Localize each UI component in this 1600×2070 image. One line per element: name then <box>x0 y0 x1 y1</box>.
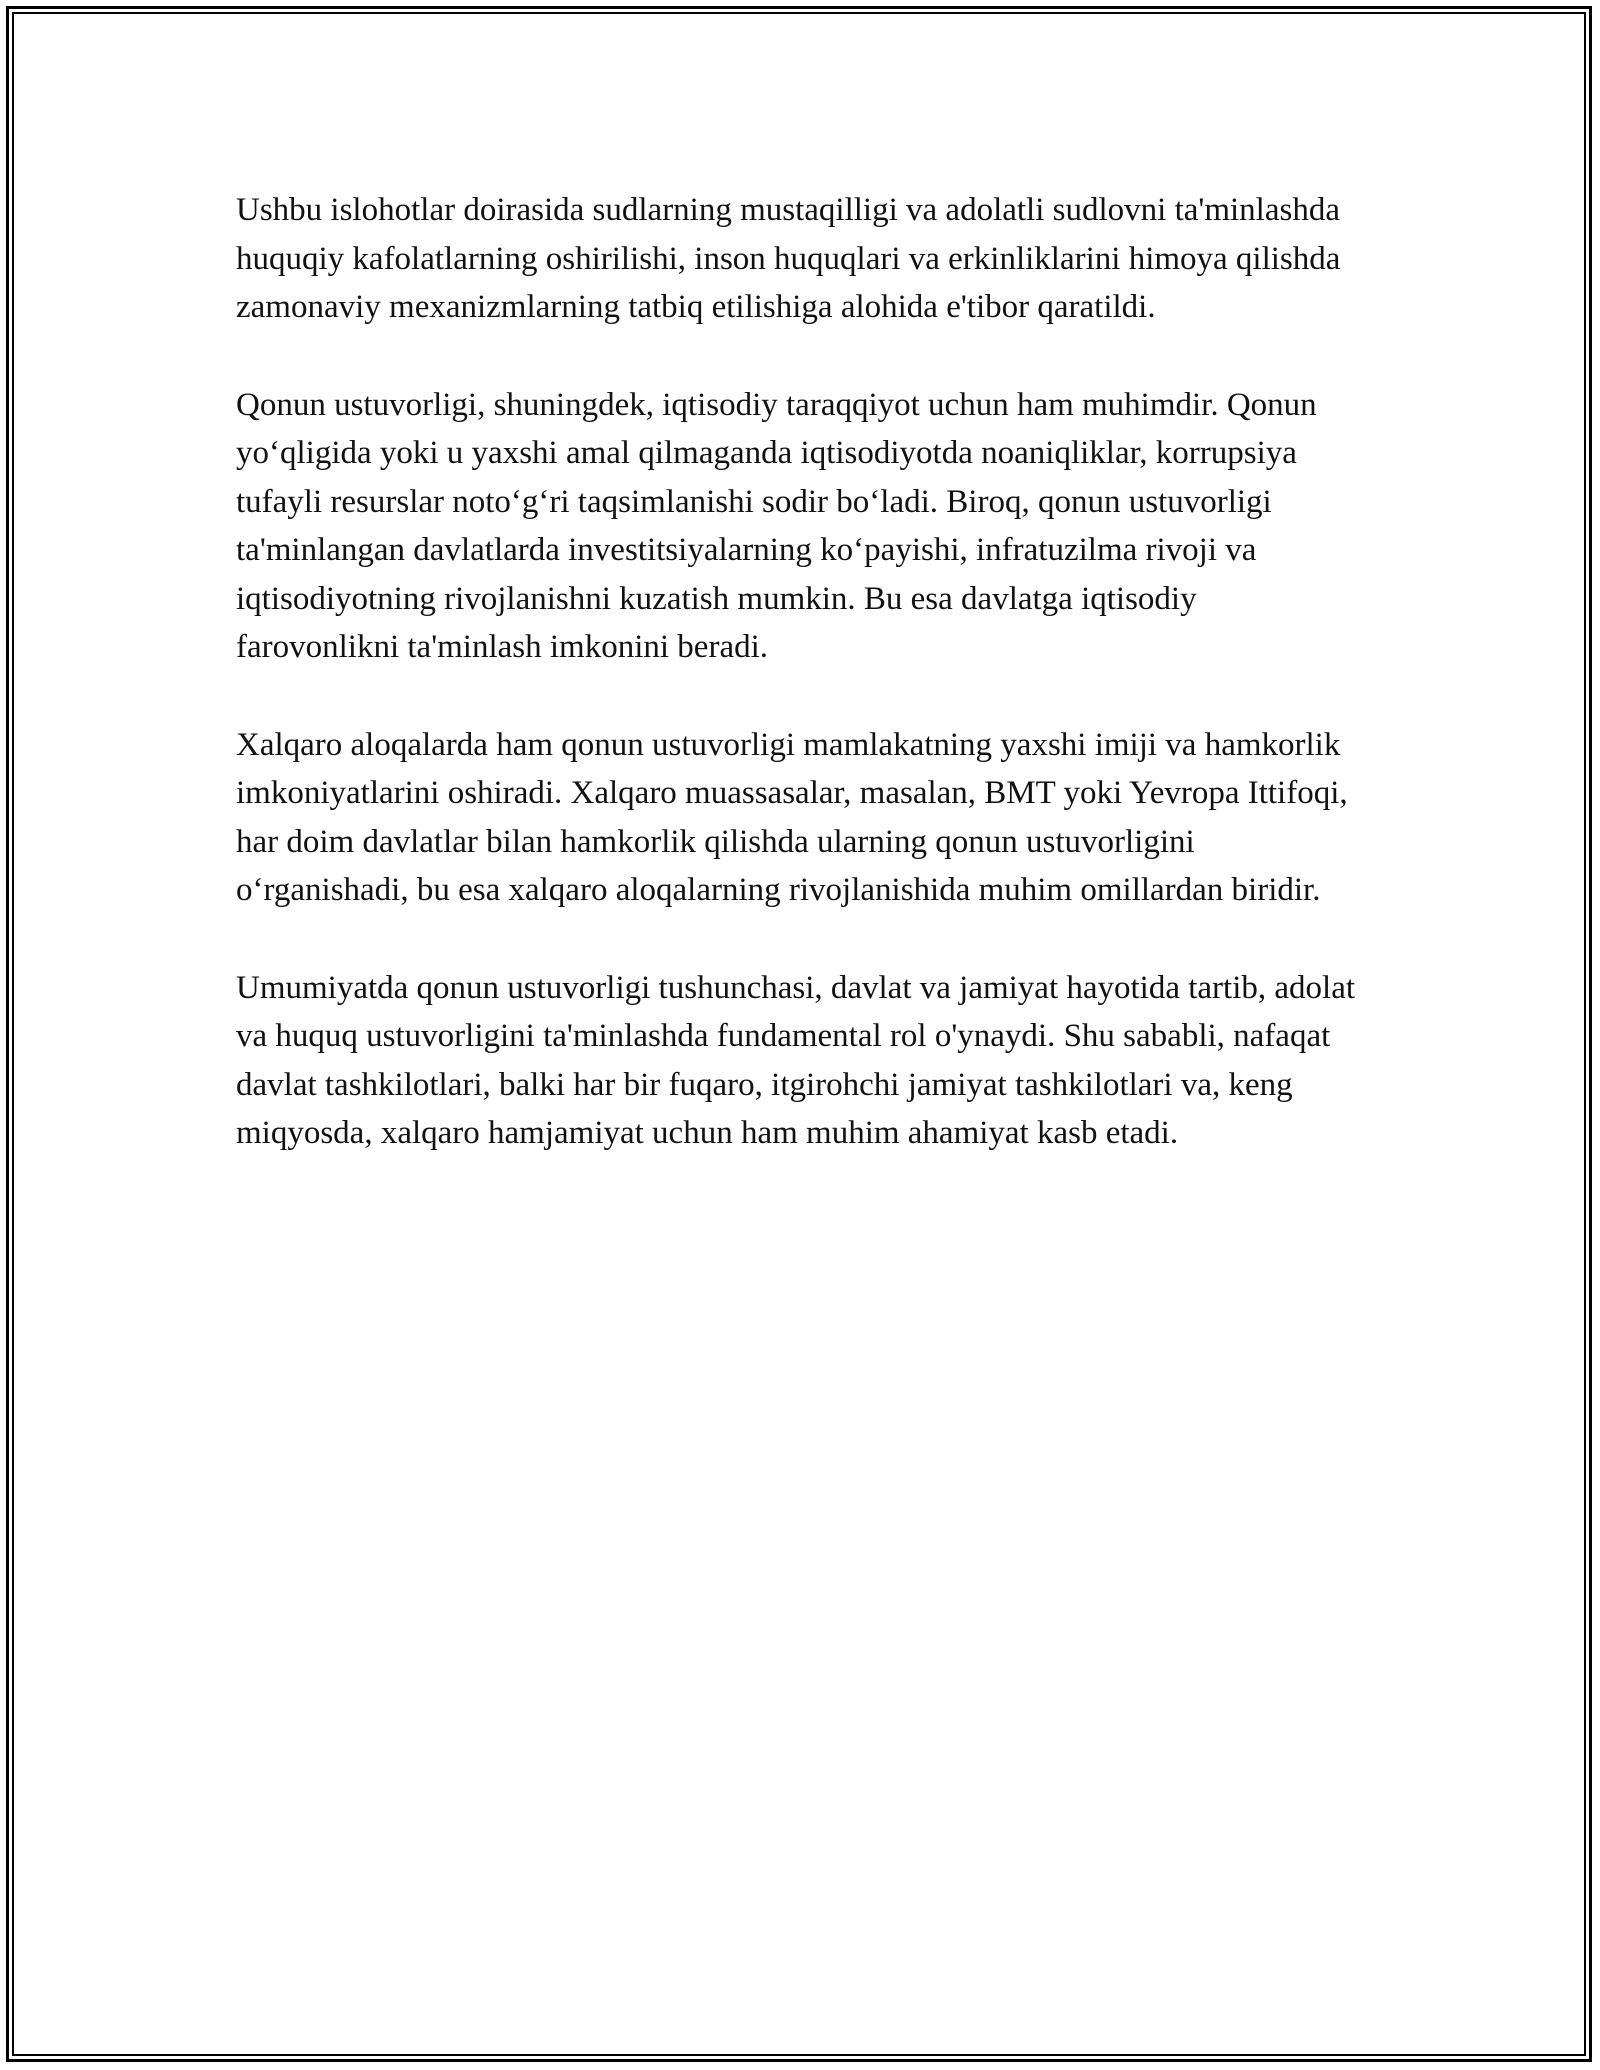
paragraph-1: Ushbu islohotlar doirasida sudlarning mustaqilligi va adolatli sudlovni ta'minlashda huquqiy kafolatlarning oshirilishi, inson huquqlari va erkinliklarini himoya qilishda zamonaviy mexanizmlarning tatbiq etilishiga alohida e'tibor qaratildi. <box>236 192 1341 325</box>
paragraph-3: Xalqaro aloqalarda ham qonun ustuvorligi mamlakatning yaxshi imiji va hamkorlik imkoniyatlarini oshiradi. Xalqaro muassasalar, masalan, BMT yoki Yevropa Ittifoqi, har doim davlatlar bilan hamkorlik qilishda ularning qonun ustuvorligini o‘rganishadi, bu esa xalqaro aloqalarning rivojlanishida muhim omillardan biridir. <box>236 726 1348 908</box>
paragraph-4: Umumiyatda qonun ustuvorligi tushunchasi, davlat va jamiyat hayotida tartib, adolat va huquq ustuvorligini ta'minlashda fundamental rol o'ynaydi. Shu sababli, nafaqat davlat tashkilotlari, balki har bir fuqaro, itgirohchi jamiyat tashkilotlari va, keng miqyosda, xalqaro hamjamiyat uchun ham muhim ahamiyat kasb etadi. <box>236 969 1356 1151</box>
document-body <box>236 186 1366 1207</box>
paragraph-2: Qonun ustuvorligi, shuningdek, iqtisodiy taraqqiyot uchun ham muhimdir. Qonun yo‘qligida yoki u yaxshi amal qilmaganda iqtisodiyotda noaniqliklar, korrupsiya tufayli resurslar noto‘g‘ri taqsimlanishi sodir bo‘ladi. Biroq, qonun ustuvorligi ta'minlangan davlatlarda investitsiyalarning ko‘payishi, infratuzilma rivoji va iqtisodiyotning rivojlanishni kuzatish mumkin. Bu esa davlatga iqtisodiy farovonlikni ta'minlash imkonini beradi. <box>236 386 1317 665</box>
